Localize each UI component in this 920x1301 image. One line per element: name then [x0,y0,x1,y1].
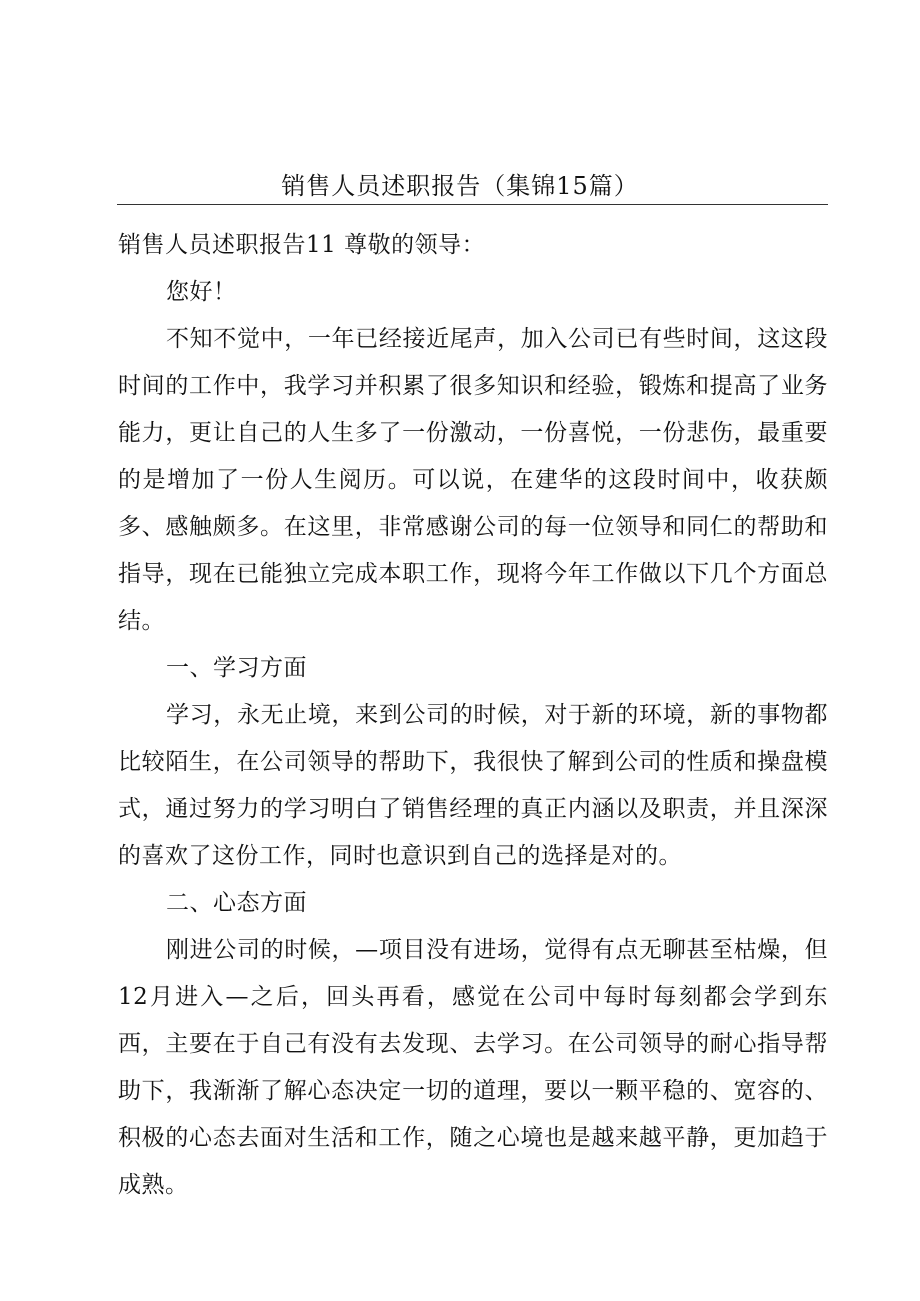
attitude-paragraph: 刚进公司的时候，—项目没有进场，觉得有点无聊甚至枯燥，但12月进入—之后，回头再看，感觉在公司中每时每刻都会学到东西，主要在于自己有没有去发现、去学习。在公司领导的耐心指导帮助下，我渐渐了解心态决定一切的道理，要以一颗平稳的、宽容的、积极的心态去面对生活和工作，随之心境也是越来越平静，更加趋于成熟。 [118,937,828,1198]
study-paragraph: 学习，永无止境，来到公司的时候，对于新的环境，新的事物都比较陌生，在公司领导的帮助下，我很快了解到公司的性质和操盘模式，通过努力的学习明白了销售经理的真正内涵以及职责，并且深深的喜欢了这份工作，同时也意识到自己的选择是对的。 [118,702,828,869]
title-divider [117,204,828,205]
section-heading-study: 一、学习方面 [166,655,307,681]
greeting-paragraph: 您好！ [166,279,237,305]
document-title: 销售人员述职报告（集锦15篇） [281,172,639,200]
intro-paragraph: 不知不觉中，一年已经接近尾声，加入公司已有些时间，这这段时间的工作中，我学习并积累了很多知识和经验，锻炼和提高了业务能力，更让自己的人生多了一份激动，一份喜悦，一份悲伤，最重要的是增加了一份人生阅历。可以说，在建华的这段时间中，收获颇多、感触颇多。在这里，非常感谢公司的每一位领导和同仁的帮助和指导，现在已能独立完成本职工作，现将今年工作做以下几个方面总结。 [118,326,828,634]
document-body [118,222,828,1209]
salutation-paragraph: 销售人员述职报告11 尊敬的领导： [118,232,486,258]
section-heading-attitude: 二、心态方面 [166,890,307,916]
